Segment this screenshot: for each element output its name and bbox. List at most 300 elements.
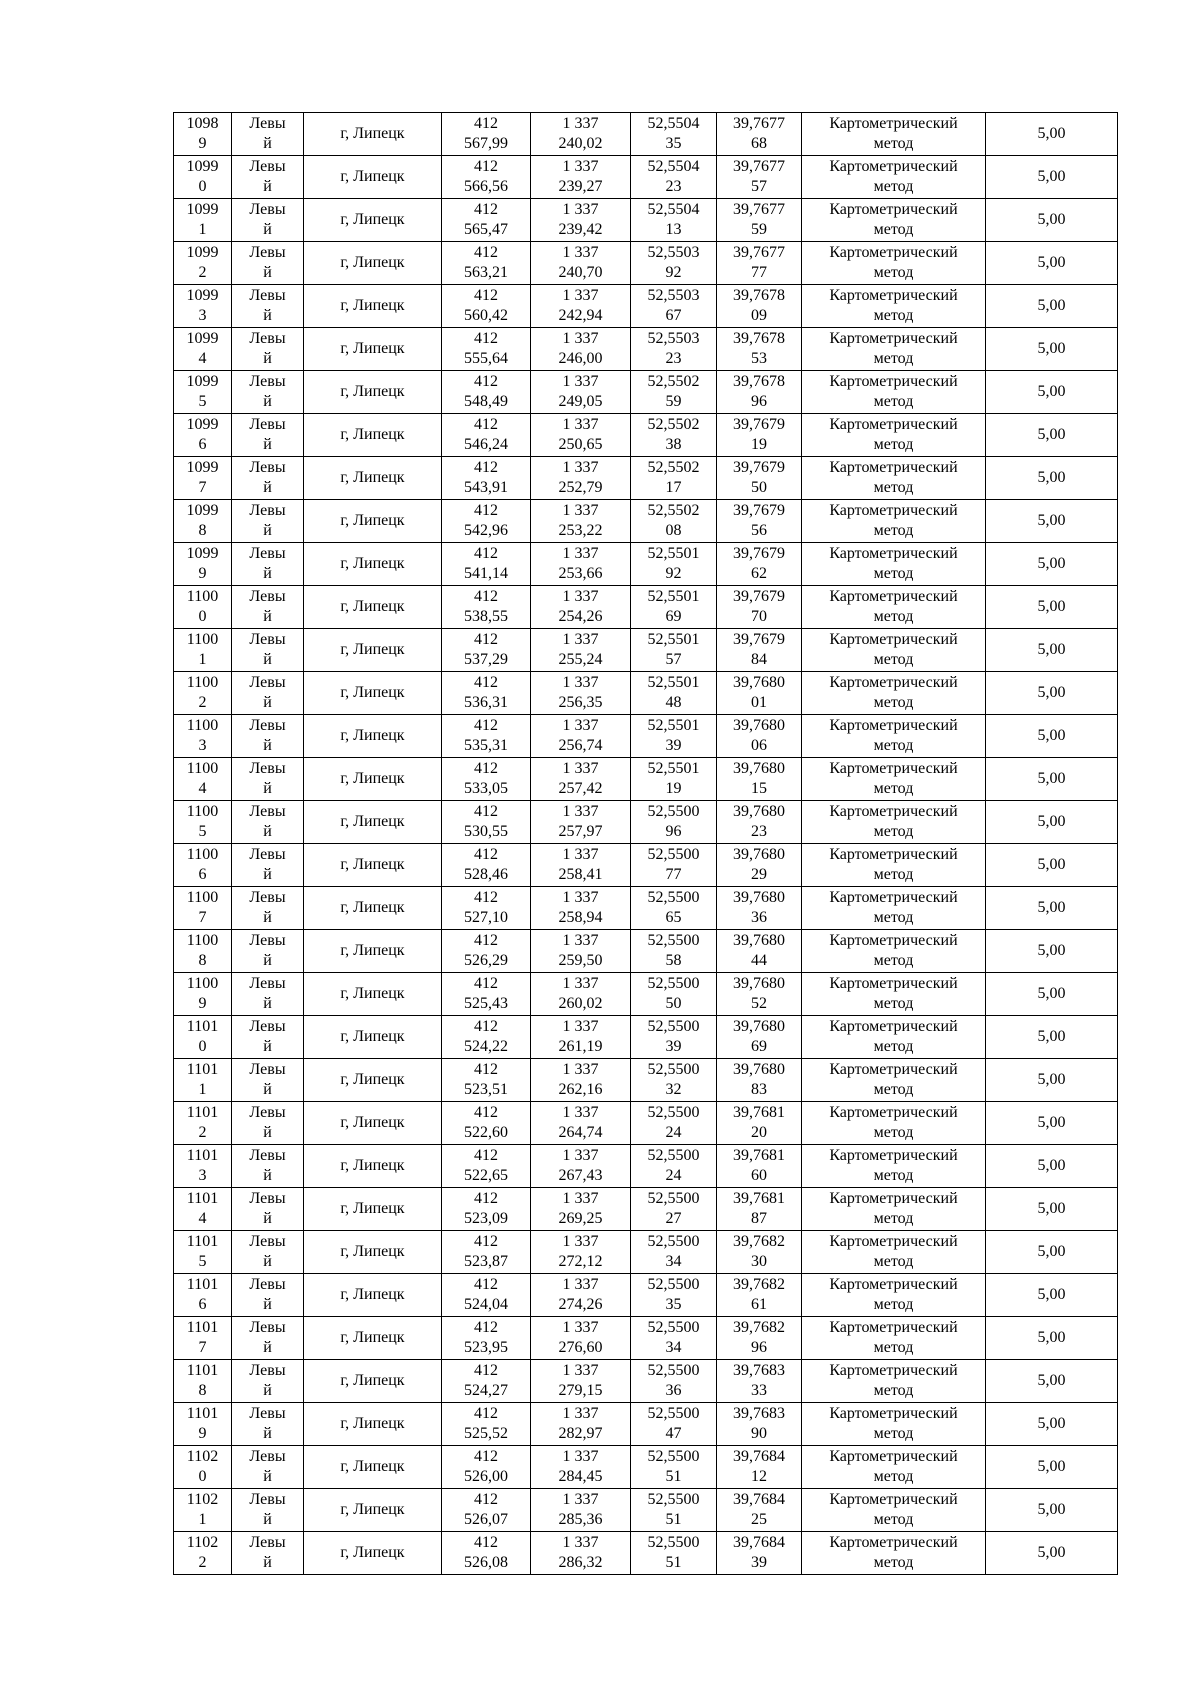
- cell-text: [232, 286, 303, 326]
- table-row: [174, 1360, 1118, 1403]
- y-coordinate-cell: [531, 1532, 631, 1575]
- cell-text: [442, 372, 530, 412]
- cell-line-2: 279,15: [558, 1382, 603, 1399]
- cell-line-2: 565,47: [464, 221, 508, 238]
- latitude-cell: [631, 328, 717, 371]
- cell-line-1: 412: [474, 975, 498, 992]
- cell-text: [631, 1232, 716, 1272]
- method-cell: [802, 242, 986, 285]
- accuracy-cell: 5,00: [986, 199, 1118, 242]
- cell-line-2: 27: [665, 1210, 682, 1227]
- accuracy-cell: 5,00: [986, 844, 1118, 887]
- cell-line-1: 52,5500: [647, 1319, 700, 1336]
- cell-line-2: метод: [873, 995, 914, 1012]
- cell-line-2: 3: [198, 307, 207, 324]
- table-row: [174, 1317, 1118, 1360]
- cell-line-2: й: [263, 995, 272, 1012]
- latitude-cell: [631, 672, 717, 715]
- cell-line-1: 1 337: [562, 1534, 599, 1551]
- cell-line-2: 282,97: [558, 1425, 603, 1442]
- y-coordinate-cell: [531, 1489, 631, 1532]
- cell-text: [717, 1275, 801, 1315]
- y-coordinate-cell: [531, 844, 631, 887]
- city-cell: г, Липецк: [304, 1403, 442, 1446]
- cell-text: [174, 1490, 231, 1530]
- cell-line-2: 35: [665, 135, 682, 152]
- cell-line-1: 1 337: [562, 201, 599, 218]
- cell-line-1: 52,5500: [647, 1147, 700, 1164]
- cell-line-1: 1101: [186, 1319, 219, 1336]
- cell-line-1: 52,5501: [647, 588, 700, 605]
- cell-line-2: 258,41: [558, 866, 603, 883]
- point-number-cell: [174, 844, 232, 887]
- cell-text: [717, 329, 801, 369]
- cell-text: [631, 630, 716, 670]
- table-row: [174, 1102, 1118, 1145]
- cell-line-2: 0: [198, 1468, 207, 1485]
- cell-line-2: й: [263, 909, 272, 926]
- cell-text: [531, 845, 630, 885]
- cell-line-1: Картометрический: [829, 674, 958, 691]
- table-body: [174, 113, 1118, 1575]
- x-coordinate-cell: [442, 371, 531, 414]
- x-coordinate-cell: [442, 586, 531, 629]
- cell-text: [232, 759, 303, 799]
- cell-line-2: 5: [198, 823, 207, 840]
- cell-line-1: 412: [474, 1276, 498, 1293]
- cell-text: [232, 372, 303, 412]
- cell-line-1: Картометрический: [829, 201, 958, 218]
- cell-line-2: 1: [198, 1081, 207, 1098]
- cell-text: [717, 1146, 801, 1186]
- cell-line-1: 39,7679: [733, 545, 785, 562]
- cell-line-1: 52,5504: [647, 115, 700, 132]
- cell-text: [232, 114, 303, 154]
- cell-text: [631, 716, 716, 756]
- cell-text: [802, 458, 985, 498]
- method-cell: [802, 328, 986, 371]
- cell-line-2: 6: [198, 436, 207, 453]
- cell-text: [717, 1447, 801, 1487]
- cell-text: [631, 1361, 716, 1401]
- cell-line-1: 1100: [186, 588, 219, 605]
- cell-line-1: Левы: [249, 502, 286, 519]
- cell-text: [717, 1318, 801, 1358]
- cell-line-2: 50: [751, 479, 767, 496]
- cell-line-1: Левы: [249, 1319, 286, 1336]
- y-coordinate-cell: [531, 156, 631, 199]
- cell-line-1: Левы: [249, 1147, 286, 1164]
- cell-line-2: 65: [665, 909, 682, 926]
- cell-line-1: 1 337: [562, 373, 599, 390]
- longitude-cell: [717, 930, 802, 973]
- cell-line-1: Левы: [249, 975, 286, 992]
- cell-line-1: 1099: [186, 287, 219, 304]
- y-coordinate-cell: [531, 930, 631, 973]
- cell-text: [631, 587, 716, 627]
- cell-line-1: 39,7680: [733, 1018, 785, 1035]
- cell-text: [802, 544, 985, 584]
- cell-line-2: метод: [873, 1124, 914, 1141]
- cell-text: [631, 200, 716, 240]
- cell-line-1: Картометрический: [829, 889, 958, 906]
- city-cell: г, Липецк: [304, 758, 442, 801]
- point-number-cell: [174, 1102, 232, 1145]
- cell-line-2: 523,09: [464, 1210, 508, 1227]
- cell-line-2: метод: [873, 1210, 914, 1227]
- cell-line-2: 61: [751, 1296, 767, 1313]
- cell-line-1: Левы: [249, 803, 286, 820]
- cell-line-1: 39,7680: [733, 803, 785, 820]
- cell-line-1: 412: [474, 1448, 498, 1465]
- cell-line-1: 39,7681: [733, 1190, 785, 1207]
- city-cell: г, Липецк: [304, 199, 442, 242]
- cell-line-1: 412: [474, 1491, 498, 1508]
- cell-text: [531, 1533, 630, 1573]
- table-row: [174, 1188, 1118, 1231]
- cell-line-1: Левы: [249, 545, 286, 562]
- city-cell: г, Липецк: [304, 1188, 442, 1231]
- method-cell: [802, 1102, 986, 1145]
- cell-line-1: 1 337: [562, 1405, 599, 1422]
- cell-line-1: Картометрический: [829, 717, 958, 734]
- cell-line-2: 1: [198, 221, 207, 238]
- y-coordinate-cell: [531, 887, 631, 930]
- city-cell: г, Липецк: [304, 1317, 442, 1360]
- side-cell: [232, 672, 304, 715]
- cell-line-1: 1099: [186, 244, 219, 261]
- cell-line-2: 536,31: [464, 694, 508, 711]
- accuracy-cell: 5,00: [986, 1446, 1118, 1489]
- latitude-cell: [631, 1532, 717, 1575]
- x-coordinate-cell: [442, 1102, 531, 1145]
- cell-text: [174, 458, 231, 498]
- cell-text: [717, 1017, 801, 1057]
- cell-line-2: 3: [198, 1167, 207, 1184]
- y-coordinate-cell: [531, 1274, 631, 1317]
- cell-text: [232, 931, 303, 971]
- cell-line-1: 1 337: [562, 674, 599, 691]
- accuracy-cell: 5,00: [986, 1188, 1118, 1231]
- cell-line-1: Картометрический: [829, 631, 958, 648]
- method-cell: [802, 844, 986, 887]
- cell-line-1: 1099: [186, 416, 219, 433]
- accuracy-cell: 5,00: [986, 285, 1118, 328]
- cell-line-1: Картометрический: [829, 975, 958, 992]
- cell-line-1: 52,5504: [647, 201, 700, 218]
- cell-text: [174, 1361, 231, 1401]
- x-coordinate-cell: [442, 1016, 531, 1059]
- cell-line-2: й: [263, 264, 272, 281]
- cell-line-2: 541,14: [464, 565, 508, 582]
- cell-line-2: метод: [873, 1167, 914, 1184]
- cell-line-2: й: [263, 479, 272, 496]
- cell-line-2: 53: [751, 350, 767, 367]
- latitude-cell: [631, 543, 717, 586]
- accuracy-cell: 5,00: [986, 1016, 1118, 1059]
- cell-line-1: 1 337: [562, 717, 599, 734]
- latitude-cell: [631, 887, 717, 930]
- city-cell: г, Липецк: [304, 328, 442, 371]
- cell-text: [442, 1533, 530, 1573]
- cell-text: [174, 673, 231, 713]
- cell-text: [802, 1318, 985, 1358]
- cell-text: [802, 1103, 985, 1143]
- longitude-cell: [717, 758, 802, 801]
- cell-line-2: 567,99: [464, 135, 508, 152]
- cell-line-1: 1 337: [562, 502, 599, 519]
- cell-line-2: й: [263, 1253, 272, 1270]
- cell-line-2: й: [263, 135, 272, 152]
- cell-line-1: 39,7678: [733, 287, 785, 304]
- accuracy-cell: 5,00: [986, 1145, 1118, 1188]
- cell-line-2: 4: [198, 350, 207, 367]
- cell-line-1: 1102: [186, 1448, 219, 1465]
- side-cell: [232, 1188, 304, 1231]
- accuracy-cell: 5,00: [986, 1403, 1118, 1446]
- cell-text: [442, 630, 530, 670]
- side-cell: [232, 156, 304, 199]
- y-coordinate-cell: [531, 1102, 631, 1145]
- cell-line-2: 30: [751, 1253, 767, 1270]
- longitude-cell: [717, 414, 802, 457]
- cell-line-2: 525,43: [464, 995, 508, 1012]
- cell-line-1: 412: [474, 158, 498, 175]
- cell-text: [232, 1318, 303, 1358]
- cell-line-2: й: [263, 1124, 272, 1141]
- latitude-cell: [631, 457, 717, 500]
- cell-line-2: 528,46: [464, 866, 508, 883]
- cell-line-1: 1101: [186, 1190, 219, 1207]
- cell-line-1: Картометрический: [829, 1405, 958, 1422]
- city-cell: г, Липецк: [304, 973, 442, 1016]
- cell-text: [232, 1146, 303, 1186]
- cell-line-2: 35: [665, 1296, 682, 1313]
- cell-text: [232, 200, 303, 240]
- point-number-cell: [174, 1489, 232, 1532]
- cell-line-2: 84: [751, 651, 767, 668]
- cell-line-2: 8: [198, 522, 207, 539]
- accuracy-cell: 5,00: [986, 629, 1118, 672]
- longitude-cell: [717, 1188, 802, 1231]
- accuracy-cell: 5,00: [986, 930, 1118, 973]
- cell-line-2: 524,22: [464, 1038, 508, 1055]
- cell-line-1: 39,7680: [733, 1061, 785, 1078]
- cell-line-2: 566,56: [464, 178, 508, 195]
- cell-text: [442, 1060, 530, 1100]
- cell-line-2: 7: [198, 909, 207, 926]
- latitude-cell: [631, 844, 717, 887]
- latitude-cell: [631, 586, 717, 629]
- accuracy-cell: 5,00: [986, 113, 1118, 156]
- method-cell: [802, 457, 986, 500]
- cell-text: [442, 544, 530, 584]
- cell-line-1: Картометрический: [829, 588, 958, 605]
- cell-line-2: 57: [665, 651, 682, 668]
- side-cell: [232, 801, 304, 844]
- cell-line-1: 39,7679: [733, 459, 785, 476]
- cell-text: [802, 200, 985, 240]
- method-cell: [802, 156, 986, 199]
- x-coordinate-cell: [442, 1532, 531, 1575]
- cell-line-1: 412: [474, 244, 498, 261]
- cell-line-2: метод: [873, 1382, 914, 1399]
- accuracy-cell: 5,00: [986, 1532, 1118, 1575]
- cell-line-1: 1 337: [562, 803, 599, 820]
- cell-line-2: 23: [665, 178, 682, 195]
- longitude-cell: [717, 1532, 802, 1575]
- cell-text: [717, 114, 801, 154]
- latitude-cell: [631, 1145, 717, 1188]
- cell-text: [802, 716, 985, 756]
- cell-line-2: метод: [873, 522, 914, 539]
- point-number-cell: [174, 1360, 232, 1403]
- latitude-cell: [631, 758, 717, 801]
- cell-line-2: й: [263, 350, 272, 367]
- cell-text: [531, 802, 630, 842]
- cell-line-1: Картометрический: [829, 459, 958, 476]
- cell-text: [631, 673, 716, 713]
- cell-line-2: 20: [751, 1124, 767, 1141]
- cell-line-1: 1100: [186, 631, 219, 648]
- cell-line-1: 39,7683: [733, 1405, 785, 1422]
- x-coordinate-cell: [442, 156, 531, 199]
- cell-line-2: 17: [665, 479, 682, 496]
- latitude-cell: [631, 414, 717, 457]
- cell-text: [232, 974, 303, 1014]
- side-cell: [232, 199, 304, 242]
- cell-text: [631, 759, 716, 799]
- city-cell: г, Липецк: [304, 715, 442, 758]
- cell-text: [174, 1533, 231, 1573]
- longitude-cell: [717, 973, 802, 1016]
- cell-line-2: 39: [665, 737, 682, 754]
- cell-text: [531, 759, 630, 799]
- cell-line-2: 240,02: [558, 135, 603, 152]
- x-coordinate-cell: [442, 242, 531, 285]
- cell-line-2: 68: [751, 135, 767, 152]
- cell-text: [717, 630, 801, 670]
- cell-line-1: Картометрический: [829, 760, 958, 777]
- cell-line-2: 62: [751, 565, 767, 582]
- latitude-cell: [631, 1102, 717, 1145]
- latitude-cell: [631, 156, 717, 199]
- cell-line-1: 412: [474, 932, 498, 949]
- cell-line-2: й: [263, 178, 272, 195]
- city-cell: г, Липецк: [304, 1360, 442, 1403]
- cell-line-2: 96: [751, 393, 767, 410]
- cell-text: [442, 1318, 530, 1358]
- y-coordinate-cell: [531, 285, 631, 328]
- cell-line-1: 1 337: [562, 330, 599, 347]
- table-row: [174, 328, 1118, 371]
- cell-text: [631, 372, 716, 412]
- method-cell: [802, 1317, 986, 1360]
- cell-line-2: метод: [873, 264, 914, 281]
- cell-line-1: Левы: [249, 244, 286, 261]
- cell-text: [174, 1146, 231, 1186]
- cell-text: [631, 157, 716, 197]
- cell-line-2: 276,60: [558, 1339, 603, 1356]
- method-cell: [802, 199, 986, 242]
- point-number-cell: [174, 1274, 232, 1317]
- cell-text: [717, 759, 801, 799]
- cell-line-2: 255,24: [558, 651, 603, 668]
- longitude-cell: [717, 801, 802, 844]
- cell-text: [531, 1189, 630, 1229]
- cell-line-1: 39,7680: [733, 674, 785, 691]
- cell-line-2: 96: [751, 1339, 767, 1356]
- cell-line-1: 39,7680: [733, 717, 785, 734]
- cell-line-2: 526,08: [464, 1554, 508, 1571]
- cell-line-2: й: [263, 1425, 272, 1442]
- cell-text: [531, 1017, 630, 1057]
- cell-line-2: метод: [873, 1253, 914, 1270]
- longitude-cell: [717, 543, 802, 586]
- cell-line-2: 286,32: [558, 1554, 603, 1571]
- cell-line-2: метод: [873, 307, 914, 324]
- cell-line-1: 412: [474, 717, 498, 734]
- longitude-cell: [717, 844, 802, 887]
- cell-line-1: Картометрический: [829, 1534, 958, 1551]
- cell-line-1: Левы: [249, 201, 286, 218]
- cell-line-1: Картометрический: [829, 115, 958, 132]
- longitude-cell: [717, 586, 802, 629]
- cell-line-2: 38: [665, 436, 682, 453]
- cell-line-1: Картометрический: [829, 545, 958, 562]
- cell-text: [631, 114, 716, 154]
- cell-line-1: Картометрический: [829, 502, 958, 519]
- cell-line-2: 01: [751, 694, 767, 711]
- cell-line-1: 1099: [186, 330, 219, 347]
- table-row: [174, 457, 1118, 500]
- cell-text: [174, 1060, 231, 1100]
- cell-line-2: 9: [198, 135, 207, 152]
- cell-text: [717, 974, 801, 1014]
- city-cell: г, Липецк: [304, 500, 442, 543]
- cell-line-1: Левы: [249, 1362, 286, 1379]
- cell-line-2: 12: [751, 1468, 767, 1485]
- cell-text: [531, 286, 630, 326]
- cell-text: [802, 587, 985, 627]
- cell-text: [232, 888, 303, 928]
- cell-line-2: 525,52: [464, 1425, 508, 1442]
- side-cell: [232, 586, 304, 629]
- cell-text: [802, 372, 985, 412]
- cell-text: [802, 974, 985, 1014]
- cell-line-2: 0: [198, 1038, 207, 1055]
- cell-line-1: 39,7679: [733, 588, 785, 605]
- cell-line-1: 1099: [186, 201, 219, 218]
- cell-line-1: 412: [474, 373, 498, 390]
- latitude-cell: [631, 1274, 717, 1317]
- cell-line-1: 1 337: [562, 1018, 599, 1035]
- cell-line-1: 52,5500: [647, 1061, 700, 1078]
- cell-line-1: Картометрический: [829, 244, 958, 261]
- cell-text: [802, 1017, 985, 1057]
- cell-text: [717, 157, 801, 197]
- cell-line-2: метод: [873, 694, 914, 711]
- latitude-cell: [631, 1446, 717, 1489]
- cell-line-1: Картометрический: [829, 932, 958, 949]
- cell-text: [531, 1060, 630, 1100]
- cell-line-1: 52,5501: [647, 631, 700, 648]
- x-coordinate-cell: [442, 113, 531, 156]
- cell-line-1: 39,7682: [733, 1319, 785, 1336]
- cell-text: [442, 458, 530, 498]
- cell-line-1: 412: [474, 330, 498, 347]
- cell-text: [802, 931, 985, 971]
